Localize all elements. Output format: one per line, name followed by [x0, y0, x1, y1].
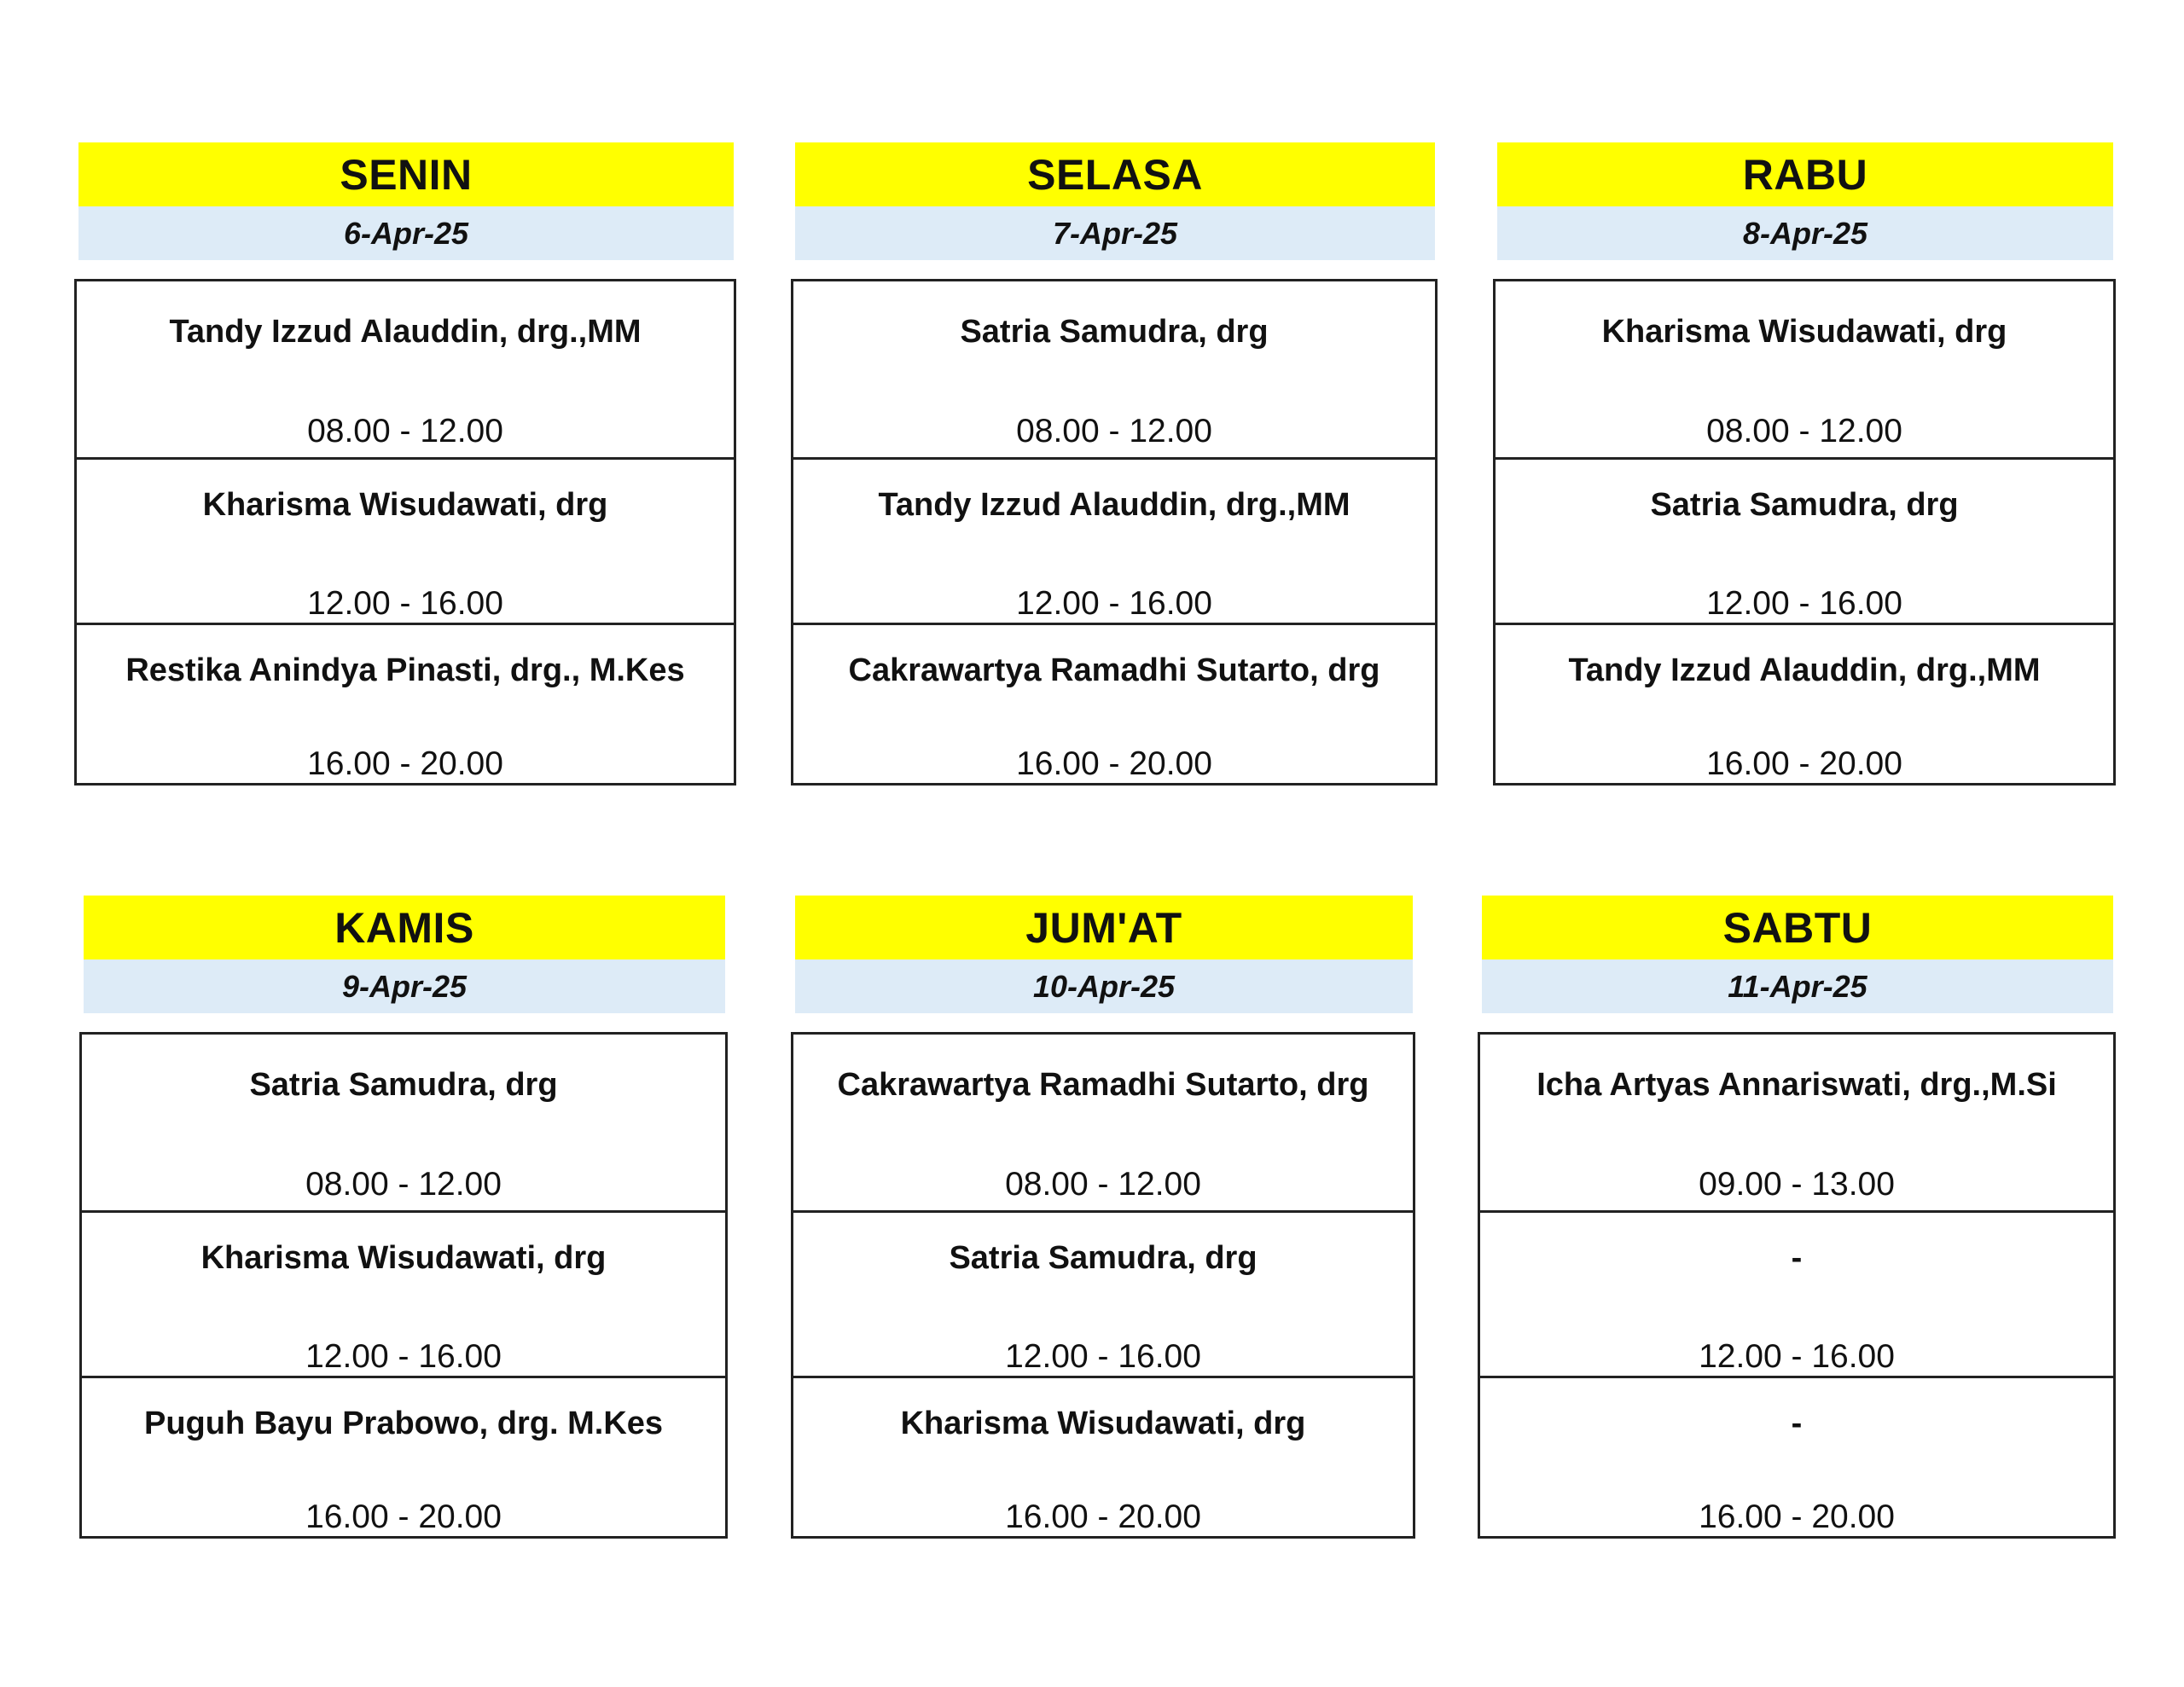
doctor-name: Icha Artyas Annariswati, drg.,M.Si [1536, 1067, 2057, 1103]
day-date: 6-Apr-25 [78, 206, 734, 260]
schedule-slot [793, 457, 1435, 623]
shift-time: 08.00 - 12.00 [1706, 413, 1902, 449]
shift-time: 09.00 - 13.00 [1699, 1166, 1895, 1203]
shift-time: 16.00 - 20.00 [1699, 1499, 1895, 1535]
day-sabtu [1482, 896, 2113, 1535]
schedule-slot [1480, 1376, 2113, 1536]
day-name: SELASA [795, 142, 1435, 206]
doctor-name: - [1791, 1406, 1803, 1441]
schedule-slot [82, 1210, 725, 1376]
doctor-name: Puguh Bayu Prabowo, drg. M.Kes [143, 1406, 664, 1441]
schedule-slot [793, 1210, 1413, 1376]
day-date: 10-Apr-25 [795, 959, 1413, 1013]
doctor-name: - [1791, 1240, 1803, 1276]
doctor-name: Satria Samudra, drg [1650, 487, 1959, 523]
shift-time: 16.00 - 20.00 [1005, 1499, 1201, 1535]
shift-time: 12.00 - 16.00 [1706, 585, 1902, 622]
day-rabu [1497, 142, 2113, 782]
schedule-table [791, 279, 1438, 786]
schedule-slot [82, 1035, 725, 1210]
schedule-slot [77, 623, 734, 783]
day-date: 8-Apr-25 [1497, 206, 2113, 260]
schedule-table [791, 1032, 1415, 1539]
day-senin [78, 142, 734, 782]
schedule-slot [1496, 457, 2113, 623]
shift-time: 12.00 - 16.00 [1699, 1338, 1895, 1375]
day-name: JUM'AT [795, 896, 1413, 959]
day-selasa [795, 142, 1435, 782]
schedule-slot [82, 1376, 725, 1536]
schedule-slot [1496, 281, 2113, 457]
doctor-name: Kharisma Wisudawati, drg [1601, 314, 2007, 350]
doctor-name: Satria Samudra, drg [960, 314, 1269, 350]
shift-time: 12.00 - 16.00 [1005, 1338, 1201, 1375]
doctor-name: Satria Samudra, drg [949, 1240, 1258, 1276]
schedule-slot [793, 281, 1435, 457]
schedule-slot [793, 623, 1435, 783]
schedule-slot [1496, 623, 2113, 783]
day-date: 7-Apr-25 [795, 206, 1435, 260]
day-name: KAMIS [84, 896, 725, 959]
shift-time: 16.00 - 20.00 [307, 745, 503, 782]
doctor-name: Tandy Izzud Alauddin, drg.,MM [1568, 652, 2041, 688]
doctor-name: Kharisma Wisudawati, drg [900, 1406, 1306, 1441]
doctor-name: Restika Anindya Pinasti, drg., M.Kes [125, 652, 685, 688]
schedule-table [74, 279, 736, 786]
day-kamis [84, 896, 725, 1535]
doctor-name: Cakrawartya Ramadhi Sutarto, drg [848, 652, 1380, 688]
day-name: RABU [1497, 142, 2113, 206]
schedule-table [1493, 279, 2116, 786]
day-name: SABTU [1482, 896, 2113, 959]
day-name: SENIN [78, 142, 734, 206]
shift-time: 16.00 - 20.00 [1706, 745, 1902, 782]
shift-time: 08.00 - 12.00 [307, 413, 503, 449]
shift-time: 12.00 - 16.00 [305, 1338, 502, 1375]
shift-time: 08.00 - 12.00 [1005, 1166, 1201, 1203]
day-date: 11-Apr-25 [1482, 959, 2113, 1013]
doctor-name: Cakrawartya Ramadhi Sutarto, drg [837, 1067, 1369, 1103]
schedule-slot [1480, 1210, 2113, 1376]
shift-time: 12.00 - 16.00 [307, 585, 503, 622]
schedule-slot [793, 1376, 1413, 1536]
shift-time: 16.00 - 20.00 [1016, 745, 1212, 782]
shift-time: 08.00 - 12.00 [305, 1166, 502, 1203]
schedule-slot [77, 457, 734, 623]
schedule-slot [793, 1035, 1413, 1210]
doctor-name: Kharisma Wisudawati, drg [202, 487, 608, 523]
doctor-name: Satria Samudra, drg [249, 1067, 558, 1103]
shift-time: 12.00 - 16.00 [1016, 585, 1212, 622]
schedule-table [1478, 1032, 2116, 1539]
schedule-slot [1480, 1035, 2113, 1210]
schedule-table [79, 1032, 728, 1539]
day-jumat [795, 896, 1413, 1535]
doctor-name: Tandy Izzud Alauddin, drg.,MM [169, 314, 642, 350]
shift-time: 08.00 - 12.00 [1016, 413, 1212, 449]
doctor-name: Tandy Izzud Alauddin, drg.,MM [878, 487, 1350, 523]
day-date: 9-Apr-25 [84, 959, 725, 1013]
schedule-slot [77, 281, 734, 457]
doctor-name: Kharisma Wisudawati, drg [200, 1240, 607, 1276]
shift-time: 16.00 - 20.00 [305, 1499, 502, 1535]
